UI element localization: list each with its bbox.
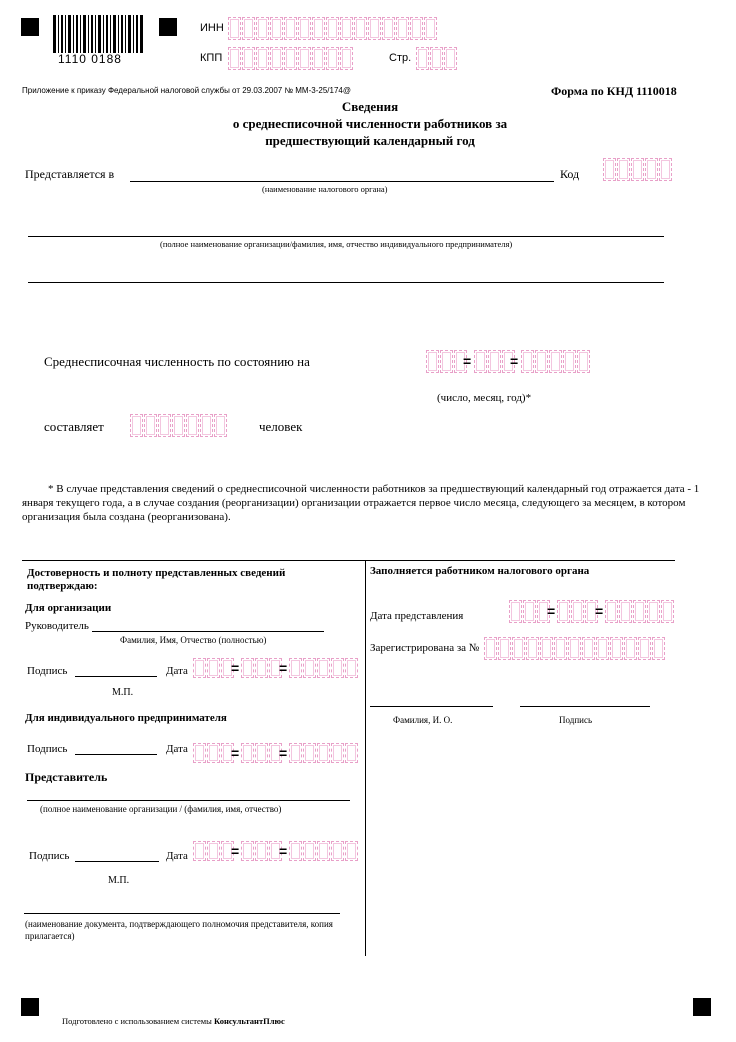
headcount-amount-label: составляет: [44, 419, 104, 434]
organization-name-line-2[interactable]: [28, 282, 664, 283]
submitted-to-label: Представляется в: [25, 167, 115, 181]
rep-signature-label: Подпись: [29, 850, 70, 862]
date-separator: =: [595, 603, 604, 619]
registered-label: Зарегистрирована за №: [370, 642, 480, 654]
title-line-2: о среднесписочной численности работников за: [232, 116, 508, 131]
corner-marker-top-right: [159, 18, 177, 36]
appendix-note: Приложение к приказу Федеральной налоговой службы от 29.03.2007 № ММ-3-25/174@: [22, 86, 351, 95]
rep-day-cells[interactable]: [193, 841, 235, 861]
date-separator: =: [463, 353, 472, 369]
officer-name-line[interactable]: [370, 706, 493, 707]
officer-signature-caption: Подпись: [559, 715, 593, 725]
headcount-as-of-label: Среднесписочная численность по состоянию на: [44, 354, 310, 369]
page-cells[interactable]: [416, 47, 458, 70]
submission-month-cells[interactable]: [557, 600, 599, 623]
date-separator: =: [279, 745, 288, 761]
ie-month-cells[interactable]: [241, 743, 283, 763]
headcount-year-cells[interactable]: [521, 350, 591, 373]
ie-date-label: Дата: [166, 743, 188, 755]
rep-year-cells[interactable]: [289, 841, 359, 861]
authority-document-line[interactable]: [24, 913, 340, 914]
code-label: Код: [560, 167, 580, 181]
rep-month-cells[interactable]: [241, 841, 283, 861]
kpp-label: КПП: [200, 52, 223, 64]
section-divider: [365, 560, 366, 956]
representative-name-line[interactable]: [27, 800, 350, 801]
org-year-cells[interactable]: [289, 658, 359, 678]
title-line-1: Сведения: [341, 99, 399, 114]
officer-name-caption: Фамилия, И. О.: [393, 715, 453, 725]
ie-day-cells[interactable]: [193, 743, 235, 763]
organization-caption: (полное наименование организации/фамилия, имя, отчество индивидуального предпринимателя): [160, 239, 513, 249]
date-separator: =: [231, 745, 240, 761]
head-name-line[interactable]: [92, 631, 324, 632]
footer-note: [62, 1016, 285, 1026]
form-code: Форма по КНД 1110018: [551, 84, 677, 98]
date-separator: =: [510, 353, 519, 369]
submission-year-cells[interactable]: [605, 600, 675, 623]
headcount-unit-label: человек: [259, 419, 303, 434]
representative-caption: (полное наименование организации / (фамилия, имя, отчество): [40, 804, 282, 814]
headcount-amount-cells[interactable]: [130, 414, 228, 437]
rep-signature-line[interactable]: [75, 861, 159, 862]
document-title: [200, 98, 540, 149]
section-top-border: [22, 560, 675, 561]
organization-name-line[interactable]: [28, 236, 664, 237]
rep-stamp-label: М.П.: [108, 875, 130, 886]
fio-caption: Фамилия, Имя, Отчество (полностью): [120, 635, 267, 645]
confirmation-heading: Достоверность и полноту представленных сведений подтверждаю:: [27, 567, 286, 592]
date-separator: =: [231, 660, 240, 676]
date-separator: =: [279, 843, 288, 859]
ie-year-cells[interactable]: [289, 743, 359, 763]
inn-label: ИНН: [200, 22, 224, 34]
registration-number-cells[interactable]: [484, 637, 666, 660]
inn-cells[interactable]: [228, 17, 438, 40]
officer-signature-line[interactable]: [520, 706, 650, 707]
authority-document-caption: (наименование документа, подтверждающего полномочия представителя, копия прилагается): [25, 919, 333, 941]
tax-authority-caption: (наименование налогового органа): [262, 184, 388, 194]
for-entrepreneur-heading: Для индивидуального предпринимателя: [25, 712, 227, 724]
ie-signature-label: Подпись: [27, 743, 68, 755]
corner-marker-bottom-right: [693, 998, 711, 1016]
rep-date-label: Дата: [166, 850, 188, 862]
org-signature-label: Подпись: [27, 665, 68, 677]
tax-authority-line[interactable]: [130, 181, 554, 182]
page-label: Стр.: [389, 52, 412, 64]
barcode-number: 1110 0188: [58, 52, 122, 66]
org-day-cells[interactable]: [193, 658, 235, 678]
tax-officer-heading: Заполняется работником налогового органа: [370, 565, 590, 577]
for-organization-heading: Для организации: [25, 602, 112, 614]
footnote: * В случае представления сведений о среднесписочной численности работников за предшествующий календарный год отражается дата - 1 января текущего года, а в случае создания (реорганизации) организации отражается первое число месяца, следующего за месяцем, в котором организация была создана (реорганизована).: [22, 483, 700, 523]
footer-brand: КонсультантПлюс: [214, 1016, 285, 1026]
date-separator: =: [231, 843, 240, 859]
kpp-cells[interactable]: [228, 47, 354, 70]
org-date-label: Дата: [166, 665, 188, 677]
headcount-day-cells[interactable]: [426, 350, 468, 373]
submission-date-label: Дата представления: [370, 610, 464, 622]
ie-signature-line[interactable]: [75, 754, 157, 755]
corner-marker-top-left: [21, 18, 39, 36]
corner-marker-bottom-left: [21, 998, 39, 1016]
barcode-icon: [53, 15, 143, 55]
org-month-cells[interactable]: [241, 658, 283, 678]
representative-heading: Представитель: [25, 770, 108, 784]
title-line-3: предшествующий календарный год: [265, 133, 475, 148]
submission-day-cells[interactable]: [509, 600, 551, 623]
date-caption: (число, месяц, год)*: [437, 392, 532, 404]
date-separator: =: [547, 603, 556, 619]
org-stamp-label: М.П.: [112, 687, 134, 698]
tax-authority-code-cells[interactable]: [603, 158, 673, 181]
footer-prefix: Подготовлено с использованием системы: [62, 1016, 214, 1026]
org-signature-line[interactable]: [75, 676, 157, 677]
date-separator: =: [279, 660, 288, 676]
head-label: Руководитель: [25, 620, 89, 632]
